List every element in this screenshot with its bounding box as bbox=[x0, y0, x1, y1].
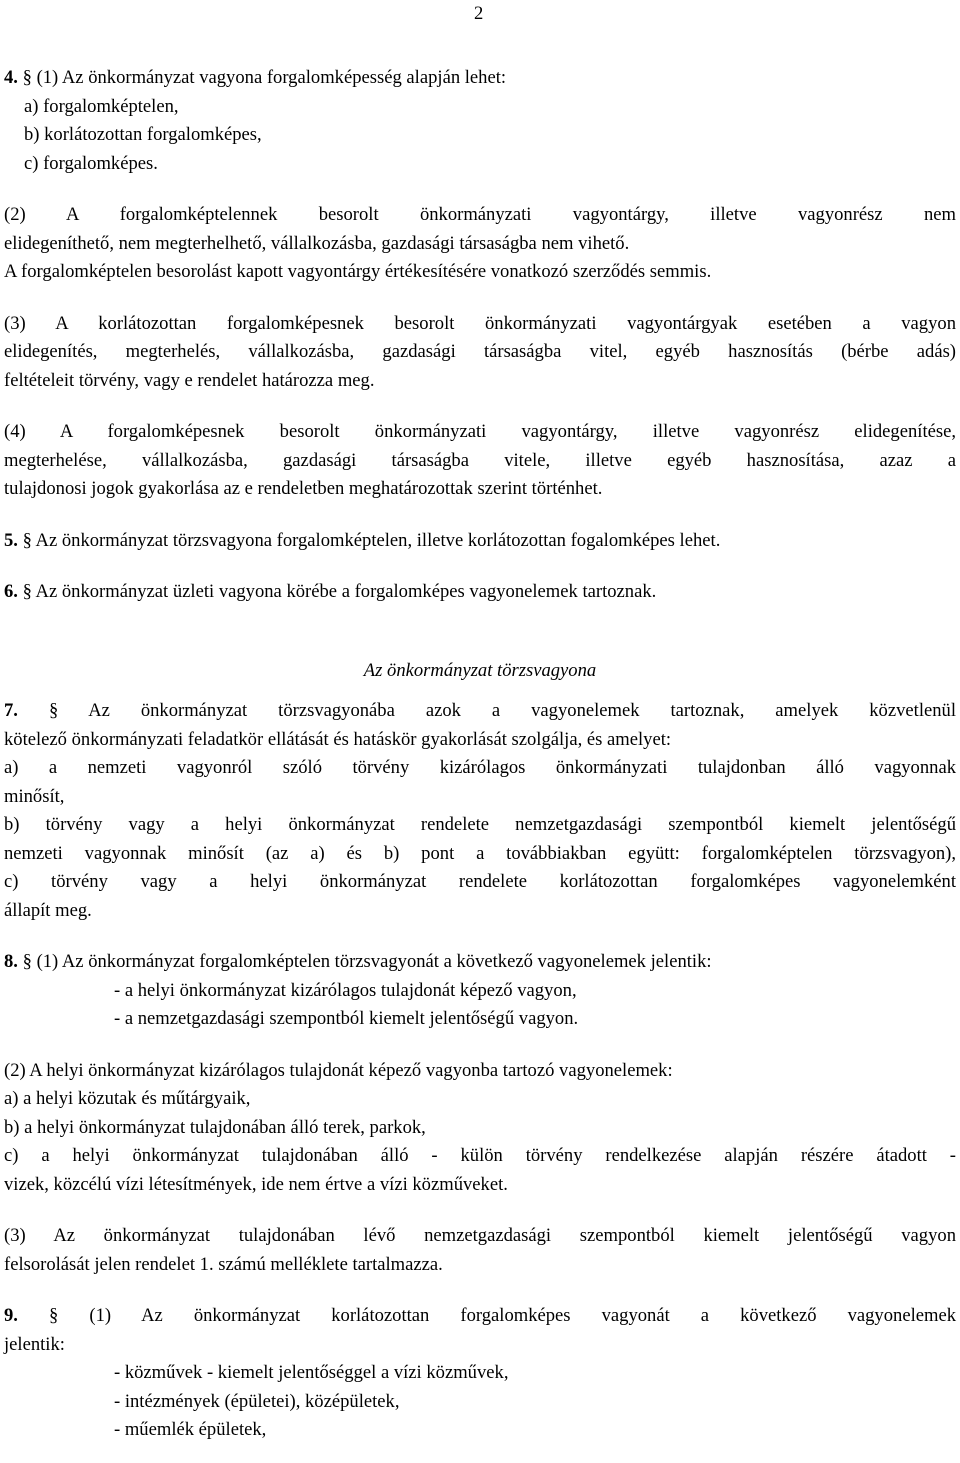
s7-text: Az önkormányzat törzsvagyonába azok a vagyonelemek tartoznak, amelyek közvetlenül bbox=[88, 700, 957, 721]
s4-p2-line: (2) A forgalomképtelennek besorolt önkormányzati vagyontárgy, illetve vagyonrész nem bbox=[4, 204, 956, 225]
s4-p4-line: (4) A forgalomképesnek besorolt önkormányzati vagyontárgy, illetve vagyonrész elidegenítése, bbox=[4, 421, 956, 442]
s8-p3-line: felsorolását jelen rendelet 1. számú melléklete tartalmazza. bbox=[4, 1253, 443, 1275]
s8-p2-line: c) a helyi önkormányzat tulajdonában álló - külön törvény rendelkezése alapján részére átadott - bbox=[4, 1145, 956, 1166]
section-sign: § bbox=[49, 1305, 59, 1326]
s7-line bbox=[4, 697, 956, 726]
s9-line bbox=[4, 1302, 956, 1331]
s4-p2-line: A forgalomképtelen besorolást kapott vagyontárgy értékesítésére vonatkozó szerződés semmis. bbox=[4, 261, 712, 282]
s7-line: minősít, bbox=[4, 785, 65, 807]
s4-p3-line: elidegenítés, megterhelés, vállalkozásba, gazdasági társaságba vitel, egyéb hasznosítás (bérbe adás) bbox=[4, 341, 956, 362]
s4-p4-line: megterhelése, vállalkozásba, gazdasági társaságba vitele, illetve egyéb hasznosítása, azaz a bbox=[4, 449, 956, 471]
s8-number: 8. bbox=[4, 951, 18, 972]
section-8 bbox=[4, 948, 956, 1279]
s9-item: - műemlék épületek, bbox=[114, 1419, 267, 1440]
s7-line: a) a nemzeti vagyonról szóló törvény kizárólagos önkormányzati tulajdonban álló vagyonnak bbox=[4, 757, 956, 778]
section-4 bbox=[4, 64, 956, 504]
section-sign: § bbox=[22, 951, 32, 972]
s8-p2-line: b) a helyi önkormányzat tulajdonában álló terek, parkok, bbox=[4, 1116, 426, 1138]
s4-number: 4. bbox=[4, 67, 18, 88]
section-title: Az önkormányzat törzsvagyona bbox=[363, 659, 597, 681]
s7-line: nemzeti vagyonnak minősít (az a) és b) pont a továbbiakban együtt: forgalomképtelen törzsvagyon), bbox=[4, 842, 956, 864]
s7-line: állapít meg. bbox=[4, 899, 92, 921]
document-body bbox=[4, 64, 956, 1445]
s4-p1-item: c) forgalomképes. bbox=[24, 152, 158, 174]
s8-p2-line: (2) A helyi önkormányzat kizárólagos tulajdonát képező vagyonba tartozó vagyonelemek: bbox=[4, 1059, 673, 1081]
s7-line: c) törvény vagy a helyi önkormányzat rendelete korlátozottan forgalomképes vagyonelemként bbox=[4, 871, 956, 892]
page-number: 2 bbox=[474, 3, 484, 24]
s7-number: 7. bbox=[4, 700, 18, 721]
section-sign: § bbox=[48, 700, 59, 721]
s9-item: - közművek - kiemelt jelentőséggel a vízi közművek, bbox=[114, 1362, 509, 1383]
s8-p1-lead: (1) Az önkormányzat forgalomképtelen törzsvagyonát a következő vagyonelemek jelentik: bbox=[36, 951, 712, 972]
s4-p1-lead-line bbox=[4, 64, 956, 93]
section-sign: § bbox=[22, 529, 32, 551]
s8-p2-line: vizek, közcélú vízi létesítmények, ide nem értve a vízi közműveket. bbox=[4, 1173, 508, 1195]
s4-p2-line: elidegeníthető, nem megterhelhető, vállalkozásba, gazdasági társaságba nem vihető. bbox=[4, 232, 630, 254]
s7-line: kötelező önkormányzati feladatkör ellátását és hatáskör gyakorlását szolgálja, és amelyet: bbox=[4, 728, 672, 750]
section-sign: § bbox=[22, 67, 32, 88]
s6-text: Az önkormányzat üzleti vagyona körébe a forgalomképes vagyonelemek tartoznak. bbox=[35, 581, 657, 602]
section-5 bbox=[4, 527, 956, 556]
section-sign: § bbox=[22, 581, 32, 602]
s8-p1-item: - a nemzetgazdasági szempontból kiemelt jelentőségű vagyon. bbox=[114, 1008, 579, 1029]
s4-p3-line: feltételeit törvény, vagy e rendelet határozza meg. bbox=[4, 369, 375, 391]
s7-line: b) törvény vagy a helyi önkormányzat rendelete nemzetgazdasági szempontból kiemelt jelentőségű bbox=[4, 814, 956, 835]
s8-p1-item: - a helyi önkormányzat kizárólagos tulajdonát képező vagyon, bbox=[114, 979, 577, 1001]
s6-number: 6. bbox=[4, 581, 18, 602]
section-7 bbox=[4, 697, 956, 925]
s8-p3-line: (3) Az önkormányzat tulajdonában lévő nemzetgazdasági szempontból kiemelt jelentőségű vagyon bbox=[4, 1225, 956, 1246]
s4-p3-line: (3) A korlátozottan forgalomképesnek besorolt önkormányzati vagyontárgyak esetében a vagyon bbox=[4, 312, 956, 334]
s5-number: 5. bbox=[4, 529, 18, 551]
s9-line: jelentik: bbox=[4, 1333, 65, 1355]
s9-text: (1) Az önkormányzat korlátozottan forgalomképes vagyonát a következő vagyonelemek bbox=[89, 1305, 956, 1326]
s4-p4-line: tulajdonosi jogok gyakorlása az e rendeletben meghatározottak szerint történhet. bbox=[4, 478, 603, 499]
s4-p1-item: b) korlátozottan forgalomképes, bbox=[24, 124, 262, 145]
section-6 bbox=[4, 578, 956, 607]
s9-number: 9. bbox=[4, 1305, 18, 1326]
section-9 bbox=[4, 1302, 956, 1445]
s8-p2-line: a) a helyi közutak és műtárgyaik, bbox=[4, 1088, 251, 1109]
s4-p1-item: a) forgalomképtelen, bbox=[24, 95, 179, 117]
s4-p1-lead: (1) Az önkormányzat vagyona forgalomképesség alapján lehet: bbox=[36, 67, 507, 88]
s5-text: Az önkormányzat törzsvagyona forgalomképtelen, illetve korlátozottan fogalomképes lehet. bbox=[35, 529, 721, 551]
s9-item: - intézmények (épületei), középületek, bbox=[114, 1390, 400, 1412]
s8-p1-lead-line bbox=[4, 948, 956, 977]
